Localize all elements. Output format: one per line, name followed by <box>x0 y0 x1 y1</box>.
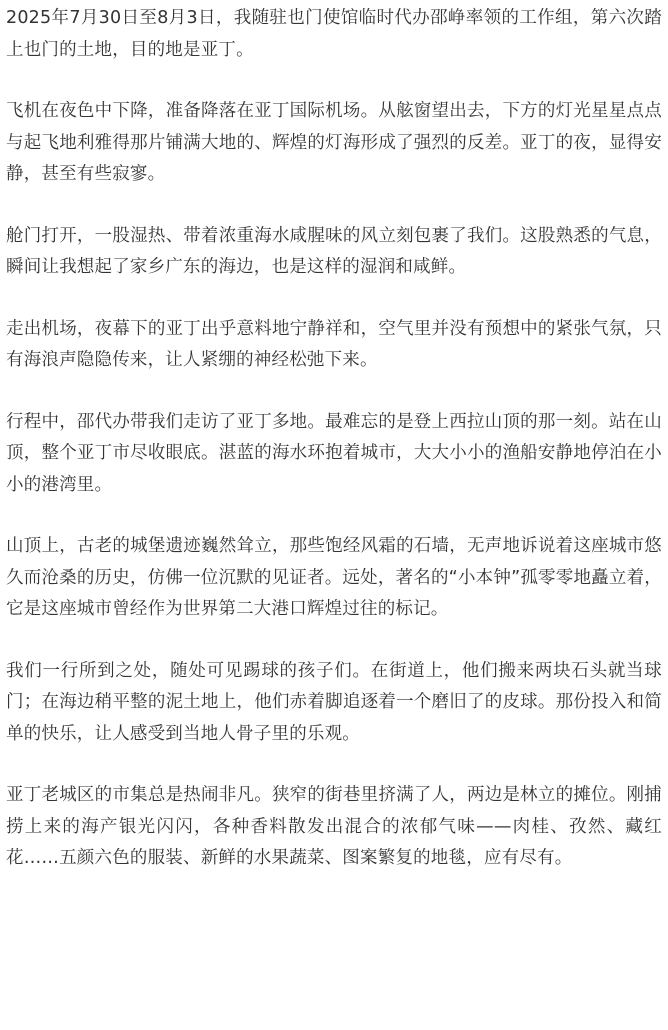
paragraph: 山顶上，古老的城堡遗迹巍然耸立，那些饱经风霜的石墙，无声地诉说着这座城市悠久而沧桑的历史，仿佛一位沉默的见证者。远处，著名的“小本钟”孤零零地矗立着，它是这座城市曾经作为世界第二大港口辉煌过往的标记。 <box>6 536 662 619</box>
paragraph: 2025年7月30日至8月3日，我随驻也门使馆临时代办邵峥率领的工作组，第六次踏上也门的土地，目的地是亚丁。 <box>6 8 662 60</box>
paragraph: 舱门打开，一股湿热、带着浓重海水咸腥味的风立刻包裹了我们。这股熟悉的气息，瞬间让我想起了家乡广东的海边，也是这样的湿润和咸鲜。 <box>6 225 662 277</box>
article-body <box>6 3 662 875</box>
paragraph: 飞机在夜色中下降，准备降落在亚丁国际机场。从舷窗望出去，下方的灯光星星点点与起飞地利雅得那片铺满大地的、辉煌的灯海形成了强烈的反差。亚丁的夜，显得安静，甚至有些寂寥。 <box>6 101 662 184</box>
paragraph: 走出机场，夜幕下的亚丁出乎意料地宁静祥和，空气里并没有预想中的紧张气氛，只有海浪声隐隐传来，让人紧绷的神经松弛下来。 <box>6 318 662 370</box>
paragraph: 我们一行所到之处，随处可见踢球的孩子们。在街道上，他们搬来两块石头就当球门；在海边稍平整的泥土地上，他们赤着脚追逐着一个磨旧了的皮球。那份投入和简单的快乐，让人感受到当地人骨子里的乐观。 <box>6 660 662 744</box>
paragraph: 亚丁老城区的市集总是热闹非凡。狭窄的街巷里挤满了人，两边是林立的摊位。刚捕捞上来的海产银光闪闪，各种香料散发出混合的浓郁气味——肉桂、孜然、藏红花……五颜六色的服装、新鲜的水果蔬菜、图案繁复的地毯，应有尽有。 <box>6 785 662 868</box>
paragraph: 行程中，邵代办带我们走访了亚丁多地。最难忘的是登上西拉山顶的那一刻。站在山顶，整个亚丁市尽收眼底。湛蓝的海水环抱着城市，大大小小的渔船安静地停泊在小小的港湾里。 <box>6 411 662 495</box>
